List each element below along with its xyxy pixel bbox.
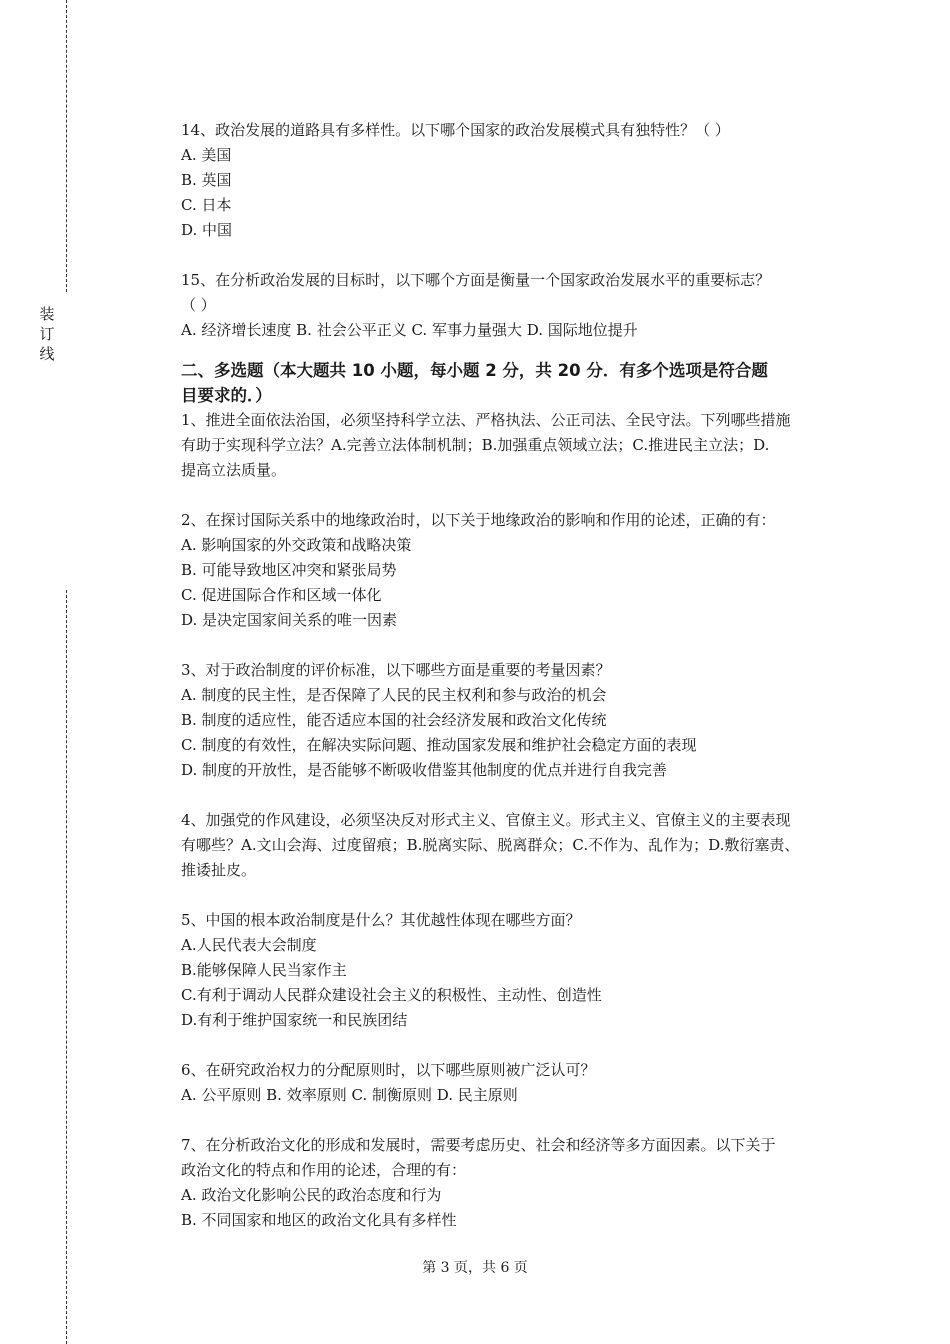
binding-char: 装 [39,305,55,323]
binding-dashed-line-bottom [66,590,67,1344]
binding-label [38,304,56,364]
question-15-stem-cont: （ ） [181,296,216,314]
mq-2-option: A. 影响国家的外交政策和战略决策 [181,536,412,554]
mq-5-stem: 5、中国的根本政治制度是什么？其优越性体现在哪些方面？ [181,911,581,929]
mq-7-line: 政治文化的特点和作用的论述，合理的有： [181,1161,467,1179]
question-14-stem: 14、政治发展的道路具有多样性。以下哪个国家的政治发展模式具有独特性？（ ） [181,121,730,139]
mq-3-option: C. 制度的有效性，在解决实际问题、推动国家发展和维护社会稳定方面的表现 [181,736,697,754]
mq-7-line: 7、在分析政治文化的形成和发展时，需要考虑历史、社会和经济等多方面因素。以下关于 [181,1136,776,1154]
mq-4-line: 有哪些？A.文山会海、过度留痕；B.脱离实际、脱离群众；C.不作为、乱作为；D.敷衍塞责、 [181,836,800,854]
mq-3-option: B. 制度的适应性，能否适应本国的社会经济发展和政治文化传统 [181,711,607,729]
mq-7-option: A. 政治文化影响公民的政治态度和行为 [181,1186,442,1204]
question-15-stem: 15、在分析政治发展的目标时，以下哪个方面是衡量一个国家政治发展水平的重要标志？ [181,271,771,289]
mq-1-line: 有助于实现科学立法？A.完善立法体制机制；B.加强重点领域立法；C.推进民主立法；D. [181,436,770,454]
mq-5-option: B.能够保障人民当家作主 [181,961,347,979]
page-footer: 第 3 页，共 6 页 [422,1260,528,1276]
mq-5-option: C.有利于调动人民群众建设社会主义的积极性、主动性、创造性 [181,986,602,1004]
mq-5-option: A.人民代表大会制度 [181,936,317,954]
question-14-option: D. 中国 [181,221,233,239]
mq-2-option: D. 是决定国家间关系的唯一因素 [181,611,398,629]
mq-2-stem: 2、在探讨国际关系中的地缘政治时，以下关于地缘政治的影响和作用的论述，正确的有： [181,511,776,529]
question-14-option: B. 英国 [181,171,232,189]
mq-6-options: A. 公平原则 B. 效率原则 C. 制衡原则 D. 民主原则 [181,1086,518,1104]
question-14-option: C. 日本 [181,196,232,214]
mq-3-option: D. 制度的开放性，是否能够不断吸收借鉴其他制度的优点并进行自我完善 [181,761,668,779]
mq-5-option: D.有利于维护国家统一和民族团结 [181,1011,408,1029]
question-15-options: A. 经济增长速度 B. 社会公平正义 C. 军事力量强大 D. 国际地位提升 [181,321,638,339]
mq-3-stem: 3、对于政治制度的评价标准，以下哪些方面是重要的考量因素？ [181,661,611,679]
binding-char: 线 [39,345,55,363]
mq-1-line: 1、推进全面依法治国，必须坚持科学立法、严格执法、公正司法、全民守法。下列哪些措施 [181,411,791,429]
mq-7-option: B. 不同国家和地区的政治文化具有多样性 [181,1211,457,1229]
section-2-title: 二、多选题（本大题共 10 小题，每小题 2 分，共 20 分．有多个选项是符合题 [181,361,768,380]
mq-2-option: C. 促进国际合作和区域一体化 [181,586,382,604]
mq-3-option: A. 制度的民主性，是否保障了人民的民主权利和参与政治的机会 [181,686,607,704]
question-14-option: A. 美国 [181,146,232,164]
binding-char: 订 [39,325,55,343]
mq-2-option: B. 可能导致地区冲突和紧张局势 [181,561,397,579]
section-2-title-cont: 目要求的．） [181,386,272,405]
mq-1-line: 提高立法质量。 [181,461,287,479]
mq-4-line: 推诿扯皮。 [181,861,257,879]
document-content [181,118,846,1233]
mq-6-stem: 6、在研究政治权力的分配原则时，以下哪些原则被广泛认可？ [181,1061,596,1079]
mq-4-line: 4、加强党的作风建设，必须坚决反对形式主义、官僚主义。形式主义、官僚主义的主要表现 [181,811,791,829]
binding-dashed-line-top [66,0,67,292]
